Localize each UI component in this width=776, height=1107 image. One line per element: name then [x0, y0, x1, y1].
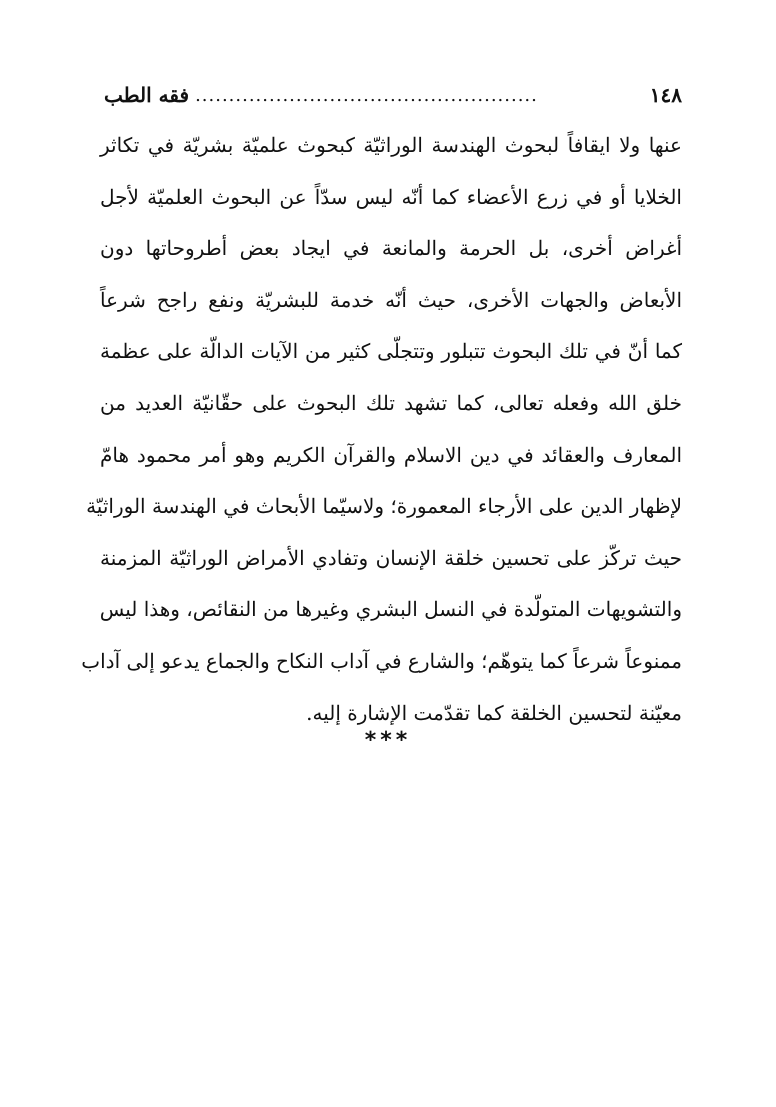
- text-line: لإظهار الدين على الأرجاء المعمورة؛ ولاسيّما الأبحاث في الهندسة الوراثيّة: [86, 494, 682, 519]
- section-separator: ***: [364, 728, 412, 753]
- running-header: [104, 78, 682, 112]
- header-leader-dots: ...................................................: [195, 84, 538, 106]
- text-line: معيّنة لتحسين الخلقة كما تقدّمت الإشارة إليه.: [306, 700, 682, 725]
- body-paragraph: [81, 120, 683, 739]
- text-line: والتشويهات المتولّدة في النسل البشري وغيرها من النقائص، وهذا ليس: [99, 597, 682, 622]
- text-line: عنها ولا ايقافاً لبحوث الهندسة الوراثيّة كبحوث علميّة بشريّة في تكاثر: [100, 133, 682, 157]
- text-line: المعارف والعقائد في دين الاسلام والقرآن الكريم وهو أمر محمود هامّ: [100, 442, 683, 467]
- text-line: الأبعاض والجهات الأخرى، حيث أنّه خدمة للبشريّة ونفع راجح شرعاً: [100, 287, 682, 312]
- text-line: الخلايا أو في زرع الأعضاء كما أنّه ليس سدّاً عن البحوث العلميّة لأجل: [100, 184, 682, 209]
- text-line: حيث تركّز على تحسين خلقة الإنسان وتفادي الأمراض الوراثيّة المزمنة: [100, 545, 682, 570]
- page-number: ١٤٨: [649, 83, 682, 107]
- text-line: أغراض أخرى، بل الحرمة والمانعة في ايجاد بعض أطروحاتها دون: [100, 236, 682, 261]
- text-line: كما أنّ في تلك البحوث تتبلور وتتجلّى كثير من الآيات الدالّة على عظمة: [100, 339, 682, 364]
- book-title: فقه الطب: [104, 83, 190, 107]
- text-line: ممنوعاً شرعاً كما يتوهّم؛ والشارع في آداب النكاح والجماع يدعو إلى آداب: [81, 648, 682, 673]
- text-line: خلق الله وفعله تعالى، كما تشهد تلك البحوث على حقّانيّة العديد من: [100, 390, 682, 415]
